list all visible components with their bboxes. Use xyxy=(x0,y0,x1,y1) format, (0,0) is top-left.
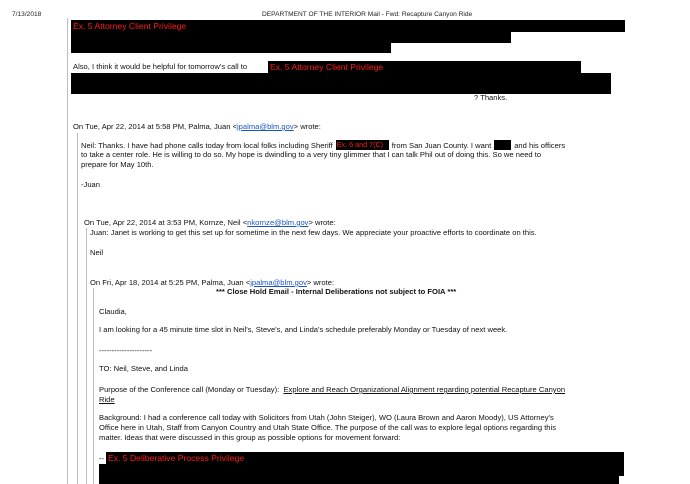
body-text: Office here in Utah, Staff from Canyon Country and Utah State Office. The purpose of the call was to explore legal options regarding this xyxy=(99,423,557,432)
print-title: DEPARTMENT OF THE INTERIOR Mail - Fwd: Recapture Canyon Ride xyxy=(262,11,473,18)
body-text: Background: I had a conference call today with Solicitors from Utah (John Steiger), WO (Laura Brown and Aaron Moody), US Attorney's xyxy=(99,413,554,422)
signature: -Juan xyxy=(81,180,100,189)
redaction-block xyxy=(71,73,611,84)
redaction-block xyxy=(71,32,511,43)
redaction-block xyxy=(99,464,624,476)
quote-line-outer xyxy=(67,18,68,484)
body-text: I am looking for a 45 minute time slot in Neil's, Steve's, and Linda's schedule preferably Monday or Tuesday of next week. xyxy=(99,325,508,334)
print-date: 7/13/2018 xyxy=(12,11,42,18)
body-text: matter. Ideas that were discussed in this group as possible options for movement forward: xyxy=(99,433,401,442)
redaction-label: Ex. 5 Attorney Client Privilege xyxy=(73,21,187,31)
to-line: TO: Neil, Steve, and Linda xyxy=(99,364,188,373)
close-hold-notice: *** Close Hold Email - Internal Deliberations not subject to FOIA *** xyxy=(216,287,457,296)
email-link[interactable]: nkornze@blm.gov xyxy=(247,218,309,227)
body-text: Neil: Thanks. I have had phone calls today from local folks including Sheriff Ex. 6 and 7(C) from San Juan County. I want and his officers xyxy=(81,140,566,150)
body-text: prepare for May 10th. xyxy=(81,160,154,169)
greeting: Claudia, xyxy=(99,307,127,316)
quote-line xyxy=(77,133,78,484)
email-link[interactable]: jpalma@blm.gov xyxy=(237,122,294,131)
body-text: ? Thanks. xyxy=(474,93,508,102)
purpose-line: Purpose of the Conference call (Monday or Tuesday): Explore and Reach Organizational Alignment regarding potential Recapture Canyon xyxy=(99,385,566,394)
redaction-block xyxy=(71,43,391,53)
quote-attribution: On Tue, Apr 22, 2014 at 3:53 PM, Kornze, Neil <nkornze@blm.gov> wrote: xyxy=(84,218,336,227)
redaction-label: Ex. 5 Deliberative Process Privilege xyxy=(108,453,245,463)
purpose-line-cont: Ride xyxy=(99,395,115,404)
body-text: Also, I think it would be helpful for tomorrow's call to xyxy=(73,62,248,71)
quote-line xyxy=(86,228,87,484)
divider: --------------------- xyxy=(99,346,153,355)
body-text: to take a center role. He is willing to do so. My hope is dwindling to a very tiny glimmer that I can talk Phil out of doing this. So we need to xyxy=(81,150,542,159)
redaction-block xyxy=(71,84,611,94)
body-text: Juan: Janet is working to get this set up for sometime in the next few days. We appreciate your proactive efforts to coordinate on this. xyxy=(90,228,537,237)
email-link[interactable]: jpalma@blm.gov xyxy=(250,278,307,287)
redaction-label: Ex. 5 Attorney Client Privilege xyxy=(270,62,384,72)
redaction-label: Ex. 6 and 7(C) xyxy=(336,140,384,149)
quote-attribution: On Tue, Apr 22, 2014 at 5:58 PM, Palma, Juan <jpalma@blm.gov> wrote: xyxy=(73,122,321,131)
redaction-block xyxy=(99,476,619,484)
quote-attribution: On Fri, Apr 18, 2014 at 5:25 PM, Palma, Juan <jpalma@blm.gov> wrote: xyxy=(90,278,335,287)
dash: -- xyxy=(99,454,105,463)
redaction-block xyxy=(494,140,511,150)
signature: Neil xyxy=(90,248,104,257)
quote-line xyxy=(93,288,94,484)
